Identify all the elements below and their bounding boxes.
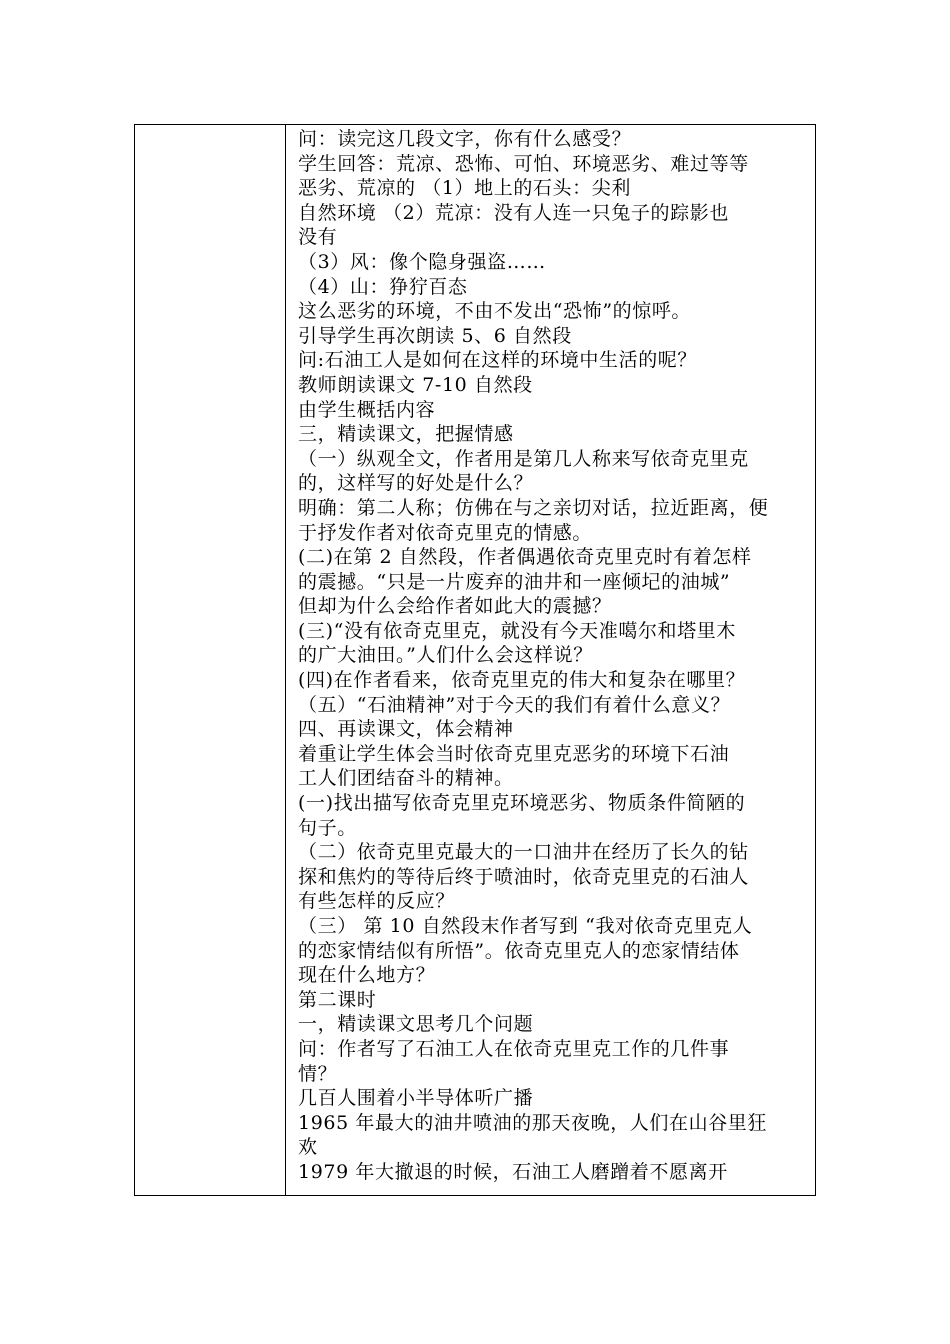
content-line: 有些怎样的反应？ <box>298 890 455 913</box>
content-line: （五）“石油精神”对于今天的我们有着什么意义？ <box>298 693 731 716</box>
content-line: 但却为什么会给作者如此大的震撼？ <box>298 595 612 618</box>
content-line: 着重让学生体会当时依奇克里克恶劣的环境下石油 <box>298 742 730 765</box>
content-line: （三） 第 10 自然段末作者写到 “我对依奇克里克人 <box>298 915 753 937</box>
content-line: 学生回答：荒凉、恐怖、可怕、环境恶劣、难过等等 <box>298 152 749 175</box>
content-line: (一)找出描写依奇克里克环境恶劣、物质条件简陋的 <box>298 792 746 815</box>
content-line: 教师朗读课文 7-10 自然段 <box>298 373 533 396</box>
content-line: 恶劣、荒凉的 （1）地上的石头：尖利 <box>298 177 631 200</box>
content-line: 探和焦灼的等待后终于喷油时，依奇克里克的石油人 <box>298 865 749 888</box>
content-line: 工人们团结奋斗的精神。 <box>298 767 514 790</box>
content-line: 第二课时 <box>298 988 377 1011</box>
content-line: 问：作者写了石油工人在依奇克里克工作的几件事 <box>298 1037 730 1060</box>
content-line: 的恋家情结似有所悟”。依奇克里克人的恋家情结体 <box>298 939 740 962</box>
content-line: 的震撼。“只是一片废弃的油井和一座倾圮的油城” <box>298 570 731 593</box>
content-line: 于抒发作者对依奇克里克的情感。 <box>298 521 593 544</box>
content-line: 一，精读课文思考几个问题 <box>298 1013 534 1036</box>
content-line: 现在什么地方？ <box>298 964 436 987</box>
content-line: 引导学生再次朗读 5、6 自然段 <box>298 324 572 347</box>
content-line: 明确：第二人称；仿佛在与之亲切对话，拉近距离，便 <box>298 496 769 519</box>
content-line: 情？ <box>298 1062 338 1085</box>
content-line: 没有 <box>298 226 338 249</box>
content-line: (四)在作者看来，依奇克里克的伟大和复杂在哪里？ <box>298 669 746 692</box>
content-line: （一）纵观全文，作者用是第几人称来写依奇克里克 <box>298 447 749 470</box>
lesson-table <box>134 124 816 1196</box>
content-line: 由学生概括内容 <box>298 398 436 421</box>
content-line: 自然环境 （2）荒凉：没有人连一只兔子的踪影也 <box>298 201 729 224</box>
content-line: （3）风：像个隐身强盗…… <box>298 250 546 273</box>
content-line: （4）山：狰狞百态 <box>298 275 468 298</box>
content-line: 四、再读课文，体会精神 <box>298 718 514 741</box>
content-line: (三)“没有依奇克里克，就没有今天准噶尔和塔里木 <box>298 619 736 642</box>
content-line: 句子。 <box>298 816 357 839</box>
content-line: 几百人围着小半导体听广播 <box>298 1087 534 1110</box>
content-line: （二）依奇克里克最大的一口油井在经历了长久的钻 <box>298 841 749 864</box>
lesson-content-cell <box>286 125 815 1195</box>
content-line: 的，这样写的好处是什么？ <box>298 472 534 495</box>
content-line: 1979 年大撤退的时候，石油工人磨蹭着不愿离开 <box>298 1160 728 1183</box>
content-line: 问：读完这几段文字，你有什么感受？ <box>298 128 632 150</box>
content-line: 1965 年最大的油井喷油的那天夜晚，人们在山谷里狂 <box>298 1111 767 1134</box>
content-line: 这么恶劣的环境，不由不发出“恐怖”的惊呼。 <box>298 300 692 323</box>
content-line: 三，精读课文，把握情感 <box>298 423 514 446</box>
content-line: (二)在第 2 自然段，作者偶遇依奇克里克时有着怎样 <box>298 546 752 569</box>
left-column-cell <box>135 125 286 1195</box>
content-line: 问:石油工人是如何在这样的环境中生活的呢？ <box>298 349 698 372</box>
content-line: 的广大油田。”人们什么会这样说？ <box>298 644 593 667</box>
content-line: 欢 <box>298 1136 318 1159</box>
